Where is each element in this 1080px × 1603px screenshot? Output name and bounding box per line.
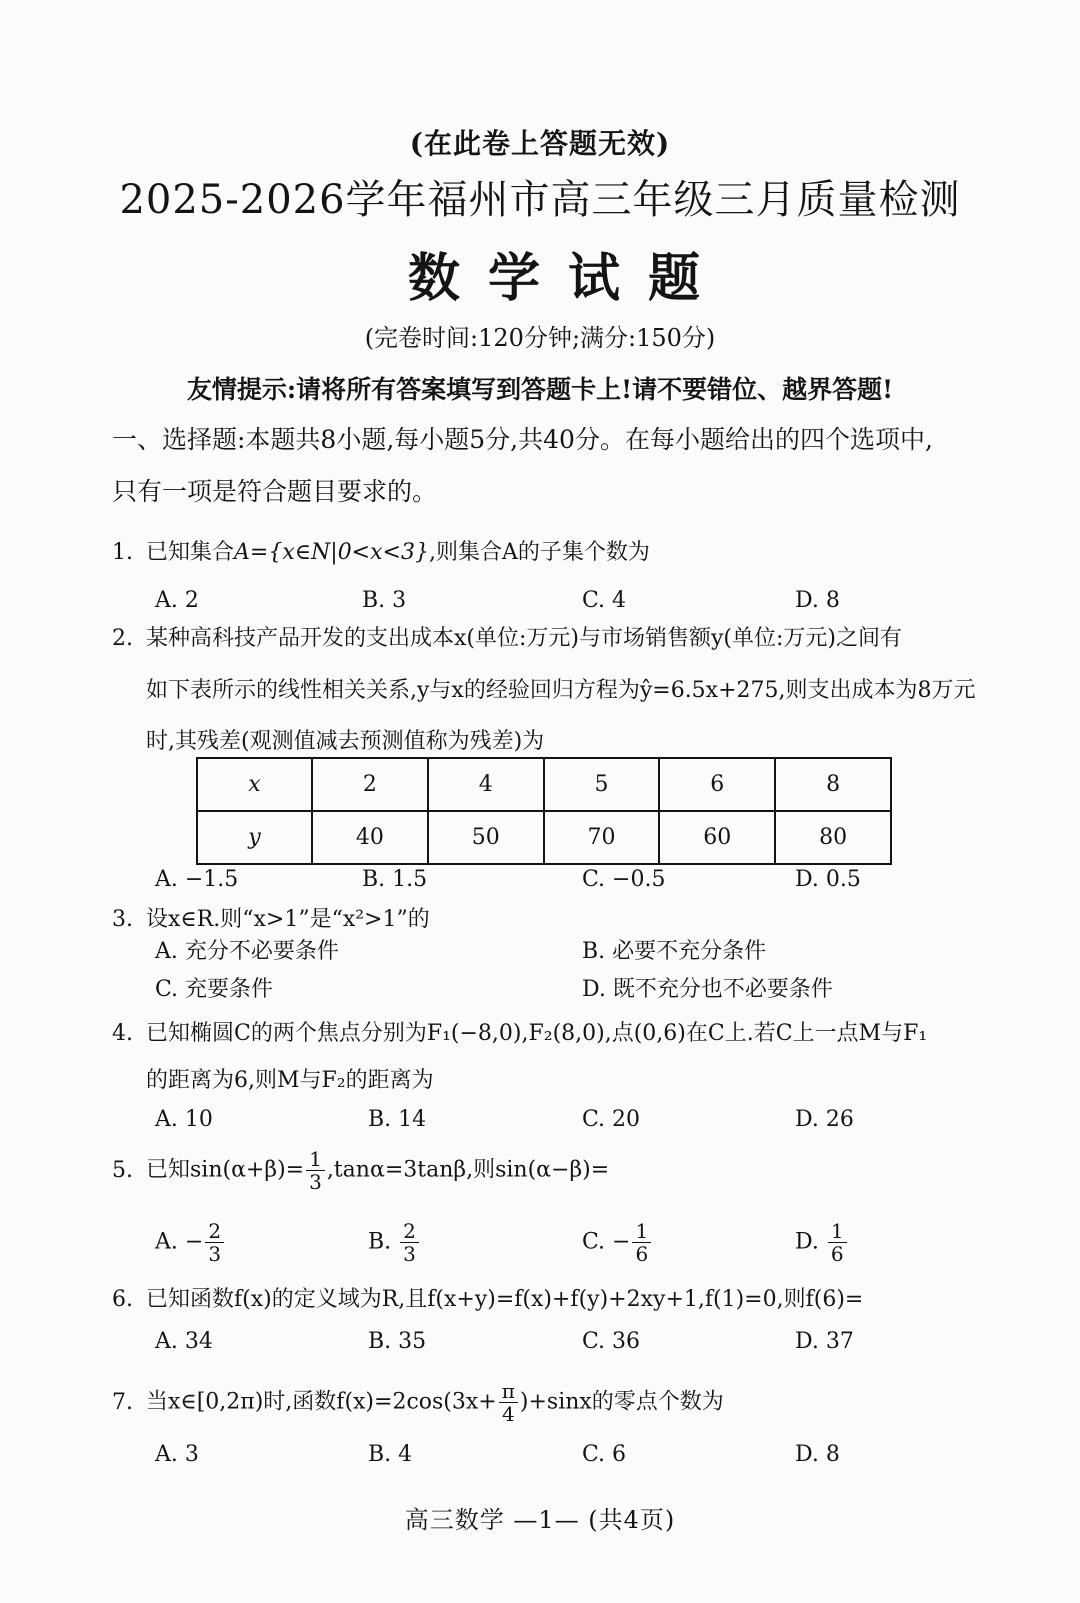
data-table <box>196 757 892 865</box>
fraction: $\frac{2}{3}$ <box>400 1220 419 1265</box>
q2-line-2: 如下表所示的线性相关关系,y与x的经验回归方程为ŷ=6.5x+275,则支出成本为8万元 <box>146 678 976 703</box>
question-5-stem: 5. 已知sin(α+β)= $\frac{1}{3}$ ,tanα=3tanβ,则sin(α−β)= <box>112 1147 610 1194</box>
section-one-instructions <box>112 414 992 518</box>
subject-title: 数学试题 <box>407 248 728 309</box>
q6-option-c: C. 36 <box>582 1329 641 1354</box>
question-7-stem: 7. 当x∈[0,2π)时,函数f(x)=2cos(3x+ $\frac{\pi}{4}$ )+sinx的零点个数为 <box>112 1379 724 1426</box>
table-header-x: x <box>197 758 312 811</box>
question-number: 5. <box>112 1157 133 1183</box>
q2-option-c: C. −0.5 <box>582 867 666 892</box>
q6-option-d: D. 37 <box>795 1329 854 1354</box>
table-row <box>197 758 891 811</box>
q3-option-c: C. 充要条件 <box>155 977 274 1002</box>
q4-option-b: B. 14 <box>368 1107 427 1132</box>
question-number: 7. <box>112 1389 133 1415</box>
table-cell: 60 <box>659 811 775 864</box>
invalid-answer-notice: (在此卷上答题无效) <box>409 127 671 160</box>
q1-option-a: A. 2 <box>155 588 199 613</box>
q4-line-2: 的距离为6,则M与F₂的距离为 <box>146 1068 434 1093</box>
q7-option-d: D. 8 <box>795 1442 840 1467</box>
fraction: $\frac{2}{3}$ <box>205 1220 224 1265</box>
question-2-stem: 2. 某种高科技产品开发的支出成本x(单位:万元)与市场销售额y(单位:万元)之间有 <box>112 624 992 654</box>
q2-option-d: D. 0.5 <box>795 867 861 892</box>
question-number: 1. <box>112 540 133 565</box>
friendly-tip: 友情提示:请将所有答案填写到答题卡上!请不要错位、越界答题! <box>186 375 894 404</box>
fraction: $\frac{1}{3}$ <box>306 1148 325 1193</box>
set-expression: A={x∈N|0<x<3} <box>234 540 429 565</box>
table-cell: 2 <box>312 758 428 811</box>
q1-option-d: D. 8 <box>795 588 840 613</box>
table-cell: 80 <box>775 811 891 864</box>
section-line-2: 只有一项是符合题目要求的。 <box>112 477 438 506</box>
question-6-stem: 6. 已知函数f(x)的定义域为R,且f(x+y)=f(x)+f(y)+2xy+1,f(1)=0,则f(6)= <box>112 1285 992 1315</box>
q7-option-b: B. 4 <box>368 1442 413 1467</box>
table-cell: 8 <box>775 758 891 811</box>
time-info: (完卷时间:120分钟;满分:150分) <box>364 324 716 352</box>
q7-option-c: C. 6 <box>582 1442 627 1467</box>
question-number: 6. <box>112 1287 133 1312</box>
q6-option-b: B. 35 <box>368 1329 427 1354</box>
question-4-stem: 4. 已知椭圆C的两个焦点分别为F₁(−8,0),F₂(8,0),点(0,6)在C上.若C上一点M与F₁ <box>112 1019 992 1049</box>
q2-option-b: B. 1.5 <box>362 867 428 892</box>
section-line-1: 一、选择题:本题共8小题,每小题5分,共40分。在每小题给出的四个选项中, <box>112 425 933 454</box>
table-cell: 5 <box>544 758 660 811</box>
q5-option-a: A. − $\frac{2}{3}$ <box>155 1220 226 1265</box>
fraction: $\frac{1}{6}$ <box>632 1220 651 1265</box>
fraction: $\frac{\pi}{4}$ <box>499 1380 518 1425</box>
table-header-y: y <box>197 811 312 864</box>
question-number: 3. <box>112 907 133 932</box>
table-row <box>197 811 891 864</box>
q5-option-d: D. $\frac{1}{6}$ <box>795 1220 849 1265</box>
q6-option-a: A. 34 <box>155 1329 213 1354</box>
exam-title: 2025-2026学年福州市高三年级三月质量检测 <box>119 177 961 223</box>
q2-line-3: 时,其残差(观测值减去预测值称为残差)为 <box>146 729 545 754</box>
fraction: $\frac{1}{6}$ <box>828 1220 847 1265</box>
table-cell: 40 <box>312 811 428 864</box>
q5-option-b: B. $\frac{2}{3}$ <box>368 1220 421 1265</box>
q3-option-b: B. 必要不充分条件 <box>582 939 767 964</box>
question-number: 2. <box>112 626 133 651</box>
table-cell: 50 <box>428 811 544 864</box>
question-number: 4. <box>112 1021 133 1046</box>
q3-option-d: D. 既不充分也不必要条件 <box>582 977 833 1002</box>
question-1-stem: 1. 已知集合A={x∈N|0<x<3},则集合A的子集个数为 <box>112 538 992 568</box>
q4-option-c: C. 20 <box>582 1107 641 1132</box>
q1-option-b: B. 3 <box>362 588 407 613</box>
table-cell: 4 <box>428 758 544 811</box>
table-cell: 70 <box>544 811 660 864</box>
q4-option-d: D. 26 <box>795 1107 854 1132</box>
table-cell: 6 <box>659 758 775 811</box>
question-3-stem: 3. 设x∈R.则“x>1”是“x²>1”的 <box>112 905 992 935</box>
q3-option-a: A. 充分不必要条件 <box>155 939 339 964</box>
page-footer: 高三数学 —1— (共4页) <box>404 1506 676 1534</box>
q7-option-a: A. 3 <box>155 1442 199 1467</box>
q4-option-a: A. 10 <box>155 1107 213 1132</box>
q1-option-c: C. 4 <box>582 588 627 613</box>
q5-option-c: C. − $\frac{1}{6}$ <box>582 1220 653 1265</box>
q2-option-a: A. −1.5 <box>155 867 239 892</box>
